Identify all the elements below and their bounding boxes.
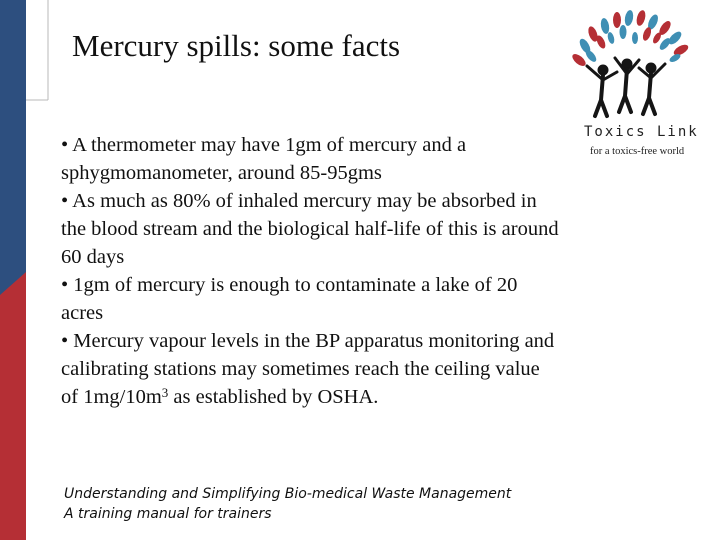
footer-line: A training manual for trainers xyxy=(64,506,272,522)
bullet-list xyxy=(61,131,561,411)
logo-tagline: for a toxics-free world xyxy=(590,146,685,157)
footer-line: Understanding and Simplifying Bio-medical Waste Management xyxy=(64,486,512,502)
bullet-text: • Mercury vapour levels in the BP apparatus monitoring and calibrating stations may sometimes reach the ceiling value of 1mg/10m xyxy=(61,330,555,408)
red-band xyxy=(0,272,26,540)
bullet-item: • A thermometer may have 1gm of mercury and a sphygmomanometer, around 85-95gms xyxy=(61,134,467,184)
logo-name: Toxics Link xyxy=(584,124,699,140)
bullet-item: • 1gm of mercury is enough to contaminate a lake of 20 acres xyxy=(61,274,518,324)
superscript: 3 xyxy=(161,385,169,400)
slide-title: Mercury spills: some facts xyxy=(72,28,401,63)
bullet-item: • As much as 80% of inhaled mercury may be absorbed in the blood stream and the biological half-life of this is around 60 days xyxy=(61,190,559,268)
toxics-link-logo-icon xyxy=(565,8,715,168)
footer-citation xyxy=(64,484,511,524)
bullet-text-tail: as established by OSHA. xyxy=(168,386,379,408)
bullet-item xyxy=(61,327,561,411)
